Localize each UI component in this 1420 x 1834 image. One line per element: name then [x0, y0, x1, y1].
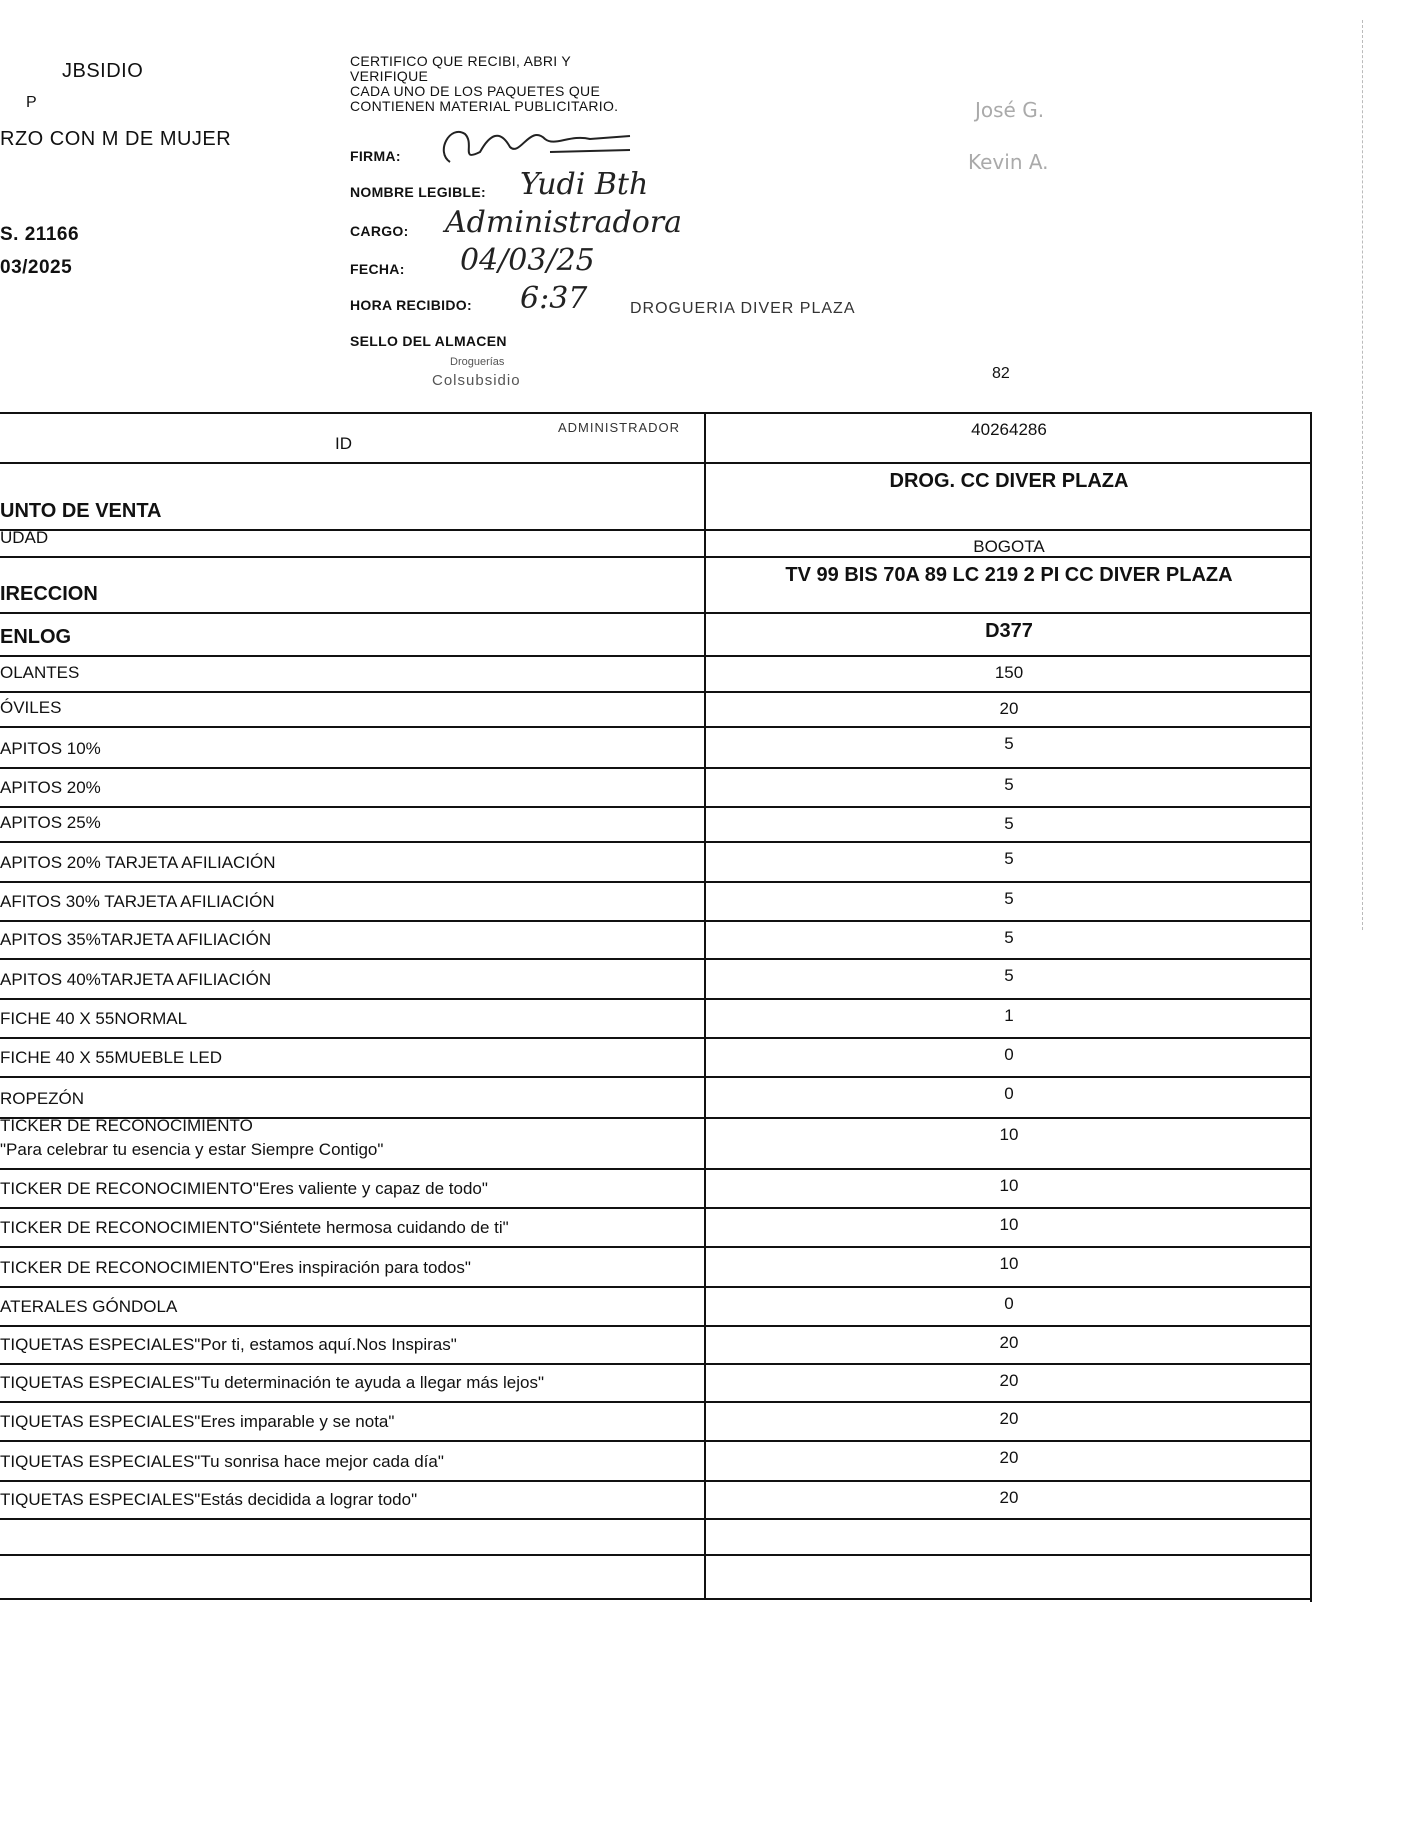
- table-row: [0, 528, 1312, 558]
- row-value-cell: [706, 728, 1312, 767]
- table-row: [0, 1556, 1312, 1600]
- table-row: [0, 1078, 1312, 1119]
- cargo-label: CARGO:: [350, 223, 409, 239]
- row-label: FICHE 40 X 55NORMAL: [0, 1009, 188, 1028]
- table-row: [0, 769, 1312, 808]
- campaign-title: RZO CON M DE MUJER: [0, 128, 232, 150]
- cert-line-1: CERTIFICO QUE RECIBI, ABRI Y: [350, 53, 572, 69]
- cert-line-2: VERIFIQUE: [350, 68, 429, 84]
- table-row: [0, 693, 1312, 728]
- row-label-cell: [0, 1365, 706, 1401]
- table-row: [0, 1288, 1312, 1327]
- document-date: 03/2025: [0, 257, 73, 278]
- nombre-label: NOMBRE LEGIBLE:: [350, 184, 486, 200]
- row-value: 10: [999, 1125, 1019, 1144]
- table-row: [0, 558, 1312, 614]
- row-label: UNTO DE VENTA: [0, 500, 162, 522]
- row-label: TIQUETAS ESPECIALES"Estás decidida a lograr todo": [0, 1490, 418, 1509]
- row-label: ROPEZÓN: [0, 1089, 85, 1108]
- row-label-cell: [0, 883, 706, 920]
- row-value: 150: [994, 663, 1024, 682]
- row-value-cell: [706, 1365, 1312, 1401]
- row-label-cell: [0, 693, 706, 726]
- row-label: IRECCION: [0, 583, 98, 605]
- margin-note-1: José G.: [975, 98, 1045, 122]
- row-label: APITOS 20%: [0, 778, 101, 797]
- cargo-value: Administradora: [445, 205, 682, 240]
- row-value: TV 99 BIS 70A 89 LC 219 2 PI CC DIVER PLAZA: [785, 564, 1233, 586]
- row-label: TICKER DE RECONOCIMIENTO"Eres inspiración para todos": [0, 1258, 471, 1277]
- row-label-cell: [0, 1000, 706, 1037]
- row-value: 10: [999, 1176, 1019, 1195]
- row-value-cell: [706, 960, 1312, 998]
- row-label-cell: [0, 1116, 706, 1168]
- table-row: [0, 808, 1312, 843]
- row-value: 40264286: [971, 420, 1047, 439]
- row-label-cell: [0, 1442, 706, 1480]
- row-value-cell: [706, 843, 1312, 881]
- row-value-cell: [706, 1119, 1312, 1168]
- table-row: [0, 1039, 1312, 1078]
- row-value: D377: [985, 620, 1033, 642]
- row-value-cell: [706, 1248, 1312, 1286]
- row-label-cell: [0, 960, 706, 998]
- row-value: 0: [1004, 1045, 1014, 1064]
- table-row: [0, 1403, 1312, 1442]
- firma-label: FIRMA:: [350, 148, 401, 164]
- row-label-cell: [0, 1288, 706, 1325]
- row-label-cell: [0, 1078, 706, 1117]
- table-row: [0, 1170, 1312, 1209]
- table-row: [0, 1482, 1312, 1520]
- row-label-cell: [0, 558, 706, 612]
- row-label: TIQUETAS ESPECIALES"Tu determinación te ayuda a llegar más lejos": [0, 1373, 545, 1392]
- table-row: [0, 1442, 1312, 1482]
- row-label-cell: [0, 1170, 706, 1207]
- nombre-value: Yudi Bth: [520, 167, 649, 202]
- row-label: TIQUETAS ESPECIALES"Tu sonrisa hace mejor cada día": [0, 1452, 444, 1471]
- table-row: [0, 1116, 1312, 1170]
- cert-line-3: CADA UNO DE LOS PAQUETES QUE: [350, 83, 601, 99]
- table-row: [0, 614, 1312, 657]
- row-label-cell: [0, 843, 706, 881]
- row-value: 5: [1004, 928, 1014, 947]
- table-row: [0, 843, 1312, 883]
- table-row: [0, 960, 1312, 1000]
- table-row: [0, 1327, 1312, 1365]
- page-number: 82: [992, 365, 1010, 382]
- row-label-cell: [0, 808, 706, 841]
- table-row: [0, 922, 1312, 960]
- row-value: 5: [1004, 889, 1014, 908]
- row-value: 5: [1004, 849, 1014, 868]
- row-label: APITOS 35%TARJETA AFILIACIÓN: [0, 930, 272, 949]
- sello-label: SELLO DEL ALMACEN: [350, 333, 507, 349]
- row-label: TICKER DE RECONOCIMIENTO"Eres valiente y capaz de todo": [0, 1179, 488, 1198]
- row-value-cell: [706, 1482, 1312, 1518]
- fecha-value: 04/03/25: [460, 243, 595, 278]
- row-label: UDAD: [0, 528, 49, 547]
- row-label: APITOS 40%TARJETA AFILIACIÓN: [0, 970, 272, 989]
- row-value: 10: [999, 1254, 1019, 1273]
- row-label: ÓVILES: [0, 698, 62, 717]
- header-line-2: P: [26, 94, 38, 111]
- row-label-cell: [0, 414, 706, 462]
- table-row: [0, 464, 1312, 531]
- table-row: [0, 414, 1312, 464]
- row-value: BOGOTA: [973, 537, 1045, 556]
- row-label: TIQUETAS ESPECIALES"Eres imparable y se nota": [0, 1412, 395, 1431]
- row-value: 20: [999, 699, 1019, 718]
- row-label: ENLOG: [0, 626, 72, 648]
- row-value: 1: [1004, 1006, 1014, 1025]
- row-label-cell: [0, 1327, 706, 1363]
- row-value: 5: [1004, 734, 1014, 753]
- row-label-cell: [0, 728, 706, 767]
- table-row: [0, 1520, 1312, 1556]
- row-label: FICHE 40 X 55MUEBLE LED: [0, 1048, 223, 1067]
- row-label: ID: [335, 434, 352, 453]
- row-label-cell: [0, 614, 706, 655]
- row-label: AFITOS 30% TARJETA AFILIACIÓN: [0, 892, 275, 911]
- row-value-cell: [706, 531, 1312, 556]
- row-value: 0: [1004, 1084, 1014, 1103]
- row-value-cell: [706, 883, 1312, 920]
- row-value-cell: [706, 1327, 1312, 1363]
- row-label-cell: [0, 1403, 706, 1440]
- row-label-cell: [0, 1520, 706, 1554]
- row-value-cell: [706, 1039, 1312, 1076]
- row-label: APITOS 25%: [0, 813, 101, 832]
- stamp-brand: Colsubsidio: [432, 372, 521, 389]
- table-row: [0, 1000, 1312, 1039]
- row-label-cell: [0, 464, 706, 529]
- row-value: DROG. CC DIVER PLAZA: [889, 470, 1129, 492]
- row-value-cell: [706, 1288, 1312, 1325]
- row-value: 20: [999, 1488, 1019, 1507]
- row-value-cell: [706, 1170, 1312, 1207]
- row-label-cell: [0, 1482, 706, 1518]
- row-value-cell: [706, 922, 1312, 958]
- table-row: [0, 728, 1312, 769]
- row-label-cell: [0, 1248, 706, 1286]
- row-value-cell: [706, 1520, 1312, 1554]
- hora-label: HORA RECIBIDO:: [350, 297, 472, 313]
- row-label-cell: [0, 769, 706, 806]
- row-value: 20: [999, 1371, 1019, 1390]
- row-value: 5: [1004, 966, 1014, 985]
- row-value: 20: [999, 1448, 1019, 1467]
- stamp-small-text: Droguerías: [450, 356, 505, 368]
- row-label-cell: [0, 657, 706, 691]
- row-label-cell: [0, 1209, 706, 1246]
- document-number: S. 21166: [0, 224, 80, 245]
- header-line-1: JBSIDIO: [62, 60, 144, 82]
- row-value-cell: [706, 1000, 1312, 1037]
- row-label: OLANTES: [0, 663, 80, 682]
- row-label: APITOS 20% TARJETA AFILIACIÓN: [0, 853, 276, 872]
- row-value: 0: [1004, 1294, 1014, 1313]
- row-value-cell: [706, 464, 1312, 529]
- row-label-cell: [0, 1039, 706, 1076]
- row-label-cell: [0, 922, 706, 958]
- row-value-cell: [706, 1078, 1312, 1117]
- row-label: ATERALES GÓNDOLA: [0, 1297, 178, 1316]
- row-value: 20: [999, 1409, 1019, 1428]
- row-label-cell: [0, 528, 706, 556]
- row-label: TIQUETAS ESPECIALES"Por ti, estamos aquí.Nos Inspiras": [0, 1335, 457, 1354]
- hora-value: 6:37: [520, 281, 588, 316]
- row-value-cell: [706, 558, 1312, 612]
- row-value: 10: [999, 1215, 1019, 1234]
- table-row: [0, 883, 1312, 922]
- row-value-cell: [706, 1403, 1312, 1440]
- stamp-role: ADMINISTRADOR: [558, 420, 681, 435]
- table-row: [0, 1209, 1312, 1248]
- row-label: APITOS 10%: [0, 739, 101, 758]
- row-value-cell: [706, 657, 1312, 691]
- row-label: TICKER DE RECONOCIMIENTO "Para celebrar tu esencia y estar Siempre Contigo": [0, 1116, 384, 1159]
- cert-line-4: CONTIENEN MATERIAL PUBLICITARIO.: [350, 98, 619, 114]
- table-row: [0, 1248, 1312, 1288]
- row-label: TICKER DE RECONOCIMIENTO"Siéntete hermosa cuidando de ti": [0, 1218, 509, 1237]
- row-value-cell: [706, 769, 1312, 806]
- fecha-label: FECHA:: [350, 261, 405, 277]
- row-value: 5: [1004, 775, 1014, 794]
- table-row: [0, 657, 1312, 693]
- row-value-cell: [706, 1209, 1312, 1246]
- row-value-cell: [706, 614, 1312, 655]
- row-label-cell: [0, 1556, 706, 1598]
- table-row: [0, 1365, 1312, 1403]
- row-value-cell: [706, 1442, 1312, 1480]
- row-value: 20: [999, 1333, 1019, 1352]
- store-stamp: DROGUERIA DIVER PLAZA: [630, 300, 856, 317]
- row-value: 5: [1004, 814, 1014, 833]
- row-value-cell: [706, 414, 1312, 462]
- margin-note-2: Kevin A.: [968, 150, 1049, 174]
- row-value-cell: [706, 808, 1312, 841]
- row-value-cell: [706, 1556, 1312, 1598]
- row-value-cell: [706, 693, 1312, 726]
